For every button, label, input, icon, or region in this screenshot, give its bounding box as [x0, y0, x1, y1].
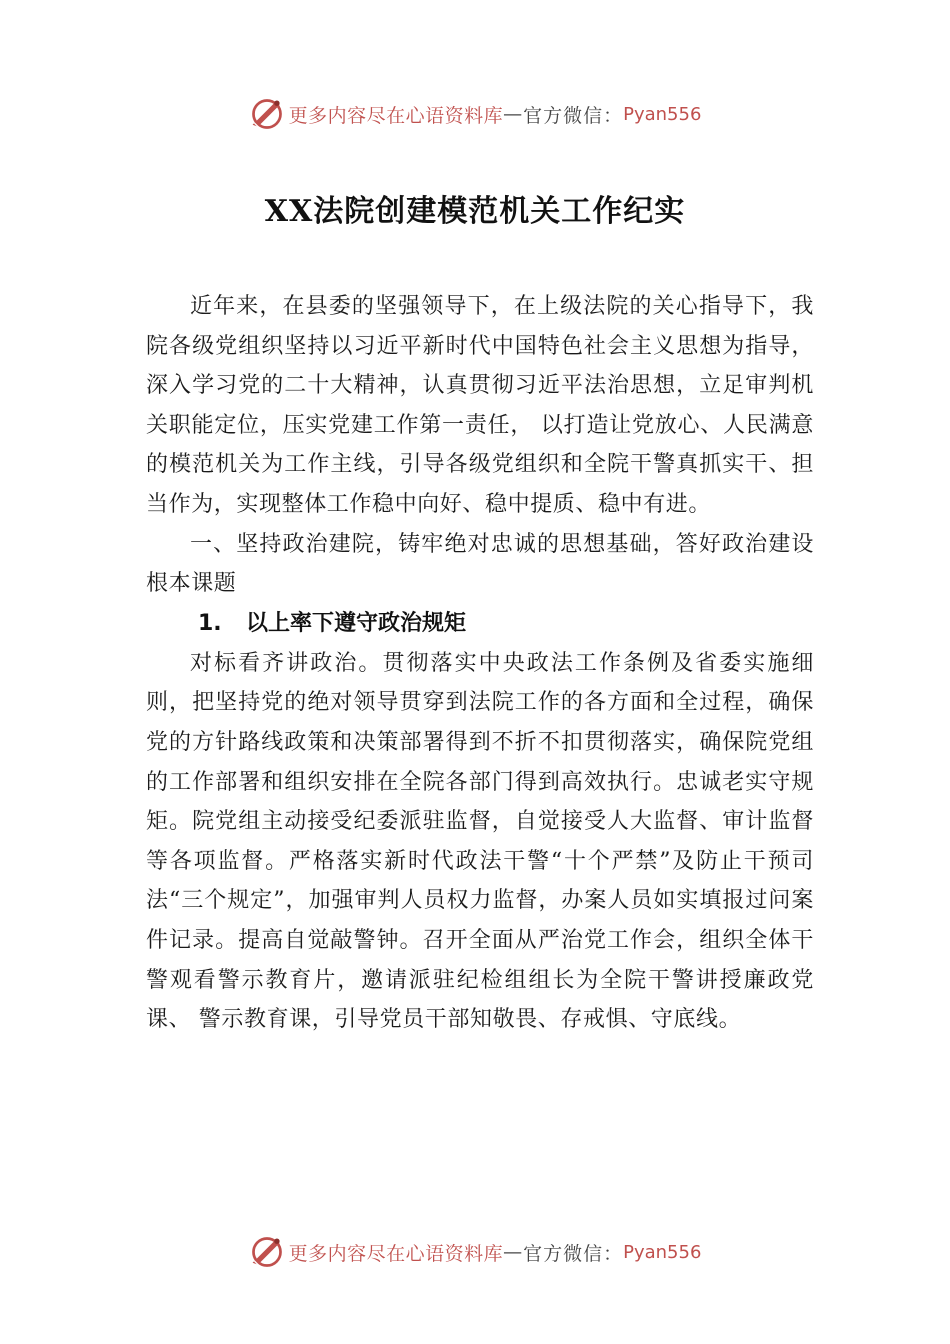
- quill-pen-logo-icon: [249, 1234, 285, 1270]
- banner-separator: —: [503, 103, 524, 125]
- section-heading: 一、坚持政治建院，铸牢绝对忠诚的思想基础，答好政治建设根本课题: [146, 531, 814, 597]
- header-banner: [0, 94, 950, 134]
- banner-separator: —: [503, 1241, 524, 1263]
- banner-wechat-label: 官方微信：: [523, 104, 624, 127]
- banner-wechat-id: Pyan556: [623, 1241, 702, 1263]
- subheading: [146, 604, 814, 644]
- banner-prefix: 更多内容尽在心语资料库: [288, 104, 504, 127]
- subheading-number: 1.: [198, 610, 222, 636]
- footer-banner: [0, 1232, 950, 1272]
- body-paragraph: 对标看齐讲政治。贯彻落实中央政法工作条例及省委实施细则，把坚持党的绝对领导贯穿到法院工作的各方面和全过程，确保党的方针路线政策和决策部署得到不折不扣贯彻落实，确保院党组的工作部署和组织安排在全院各部门得到高效执行。忠诚老实守规矩。院党组主动接受纪委派驻监督，自觉接受人大监督、审计监督等各项监督。严格落实新时代政法干警“十个严禁”及防止干预司法“三个规定”，加强审判人员权力监督，办案人员如实填报过问案件记录。提高自觉敲警钟。召开全面从严治党工作会，组织全体干警观看警示教育片，邀请派驻纪检组组长为全院干警讲授廉政党课、 警示教育课，引导党员干部知敬畏、存戒惧、守底线。: [146, 650, 814, 1033]
- document-body: [146, 287, 814, 1040]
- banner-wechat-label: 官方微信：: [523, 1242, 624, 1265]
- banner-prefix: 更多内容尽在心语资料库: [288, 1242, 504, 1265]
- banner-wechat-id: Pyan556: [623, 103, 702, 125]
- intro-paragraph: 近年来，在县委的坚强领导下，在上级法院的关心指导下，我院各级党组织坚持以习近平新时代中国特色社会主义思想为指导，深入学习党的二十大精神，认真贯彻习近平法治思想，立足审判机关职能定位，压实党建工作第一责任， 以打造让党放心、人民满意的模范机关为工作主线，引导各级党组织和全院干警真抓实干、担当作为，实现整体工作稳中向好、稳中提质、稳中有进。: [146, 294, 814, 517]
- quill-pen-logo-icon: [249, 96, 285, 132]
- subheading-text: 以上率下遵守政治规矩: [246, 610, 467, 636]
- document-title: XX法院创建模范机关工作纪实: [264, 194, 686, 229]
